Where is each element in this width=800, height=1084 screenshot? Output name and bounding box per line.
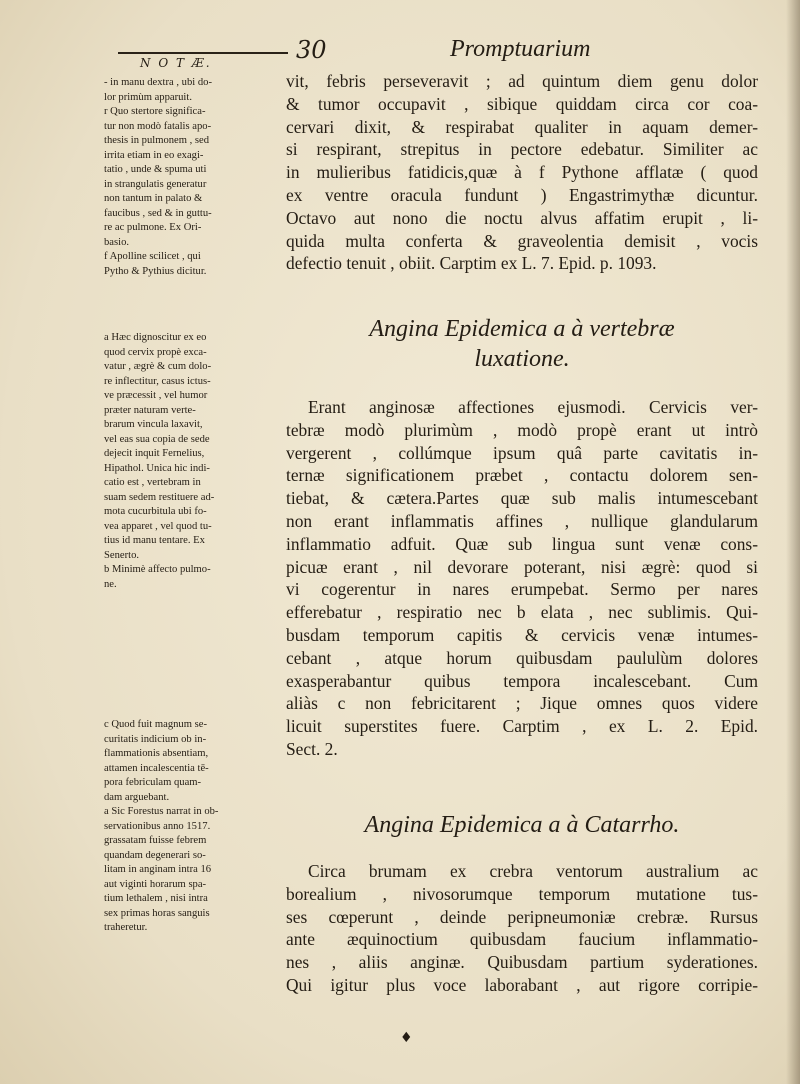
text-line: ante æquinoctium quibusdam faucium inflammatio- [286,929,758,950]
text-line: non erant inflammatis affines , nullique glandularum [286,510,758,531]
text-line: ses cœperunt , deinde peripneumoniæ crebræ. Rursus [286,906,758,927]
text-line: ex ventre oracula fundunt ) Engastrimythæ dicuntur. [286,184,758,205]
text-line: Sect. 2. [286,738,338,759]
text-line: picuæ erant , nil devorare poterant, nisi ægrè: quod si [286,556,758,577]
text-line: inflammatio adfuit. Quæ sub lingua sunt venæ cons- [286,533,758,554]
text-line: cervari dixit, & respirabat qualiter in aquam demer- [286,116,758,137]
text-line: Octavo aut nono die noctu alvus affatim erupit , li- [286,207,758,228]
ornament-icon: ♦ [400,1030,413,1046]
text-line: Circa brumam ex crebra ventorum australium ac [308,861,758,881]
paragraph-continuation [286,70,758,275]
text-line: Qui igitur plus voce laborabant , aut rigore corripie- [286,974,758,995]
text-line: licuit superstites fuere. Carptim , ex L. 2. Epid. [286,716,758,737]
text-line: & tumor occupavit , sibique quiddam circa cor coa- [286,93,758,114]
notes-label: N O T Æ. [140,56,212,70]
text-line: si respirant, strepitus in pectore edebatur. Similiter ac [286,139,758,160]
text-line: efferebatur , respiratio nec b elata , nec sublimis. Qui- [286,602,758,623]
text-line: quida multa conferta & graveolentia demisit , vocis [286,230,758,251]
text-line: borealium , nivosorumque temporum mutatione tus- [286,883,758,904]
text-line: tiebat, & cætera.Partes quæ sub malis intumescebant [286,488,758,509]
paragraph-catarrh [286,860,758,997]
text-line: in mulieribus fatidicis,quæ à f Pythone afflatæ ( quod [286,162,758,183]
text-line: vit, febris perseveravit ; ad quintum diem genu dolor [286,71,758,91]
text-line: vergerent , collúmque ipsum quâ parte cavitatis in- [286,442,758,463]
text-line: busdam temporum capitis & cervicis venæ intumes- [286,624,758,645]
text-line: tebræ modò plurimùm , modò propè erant ut intrò [286,419,758,440]
page-number: 30 [296,36,327,64]
paragraph-vertebrae [286,396,758,761]
text-line: Erant anginosæ affectiones ejusmodi. Cervicis ver- [308,397,758,417]
heading-line: luxatione. [474,346,570,372]
text-line: ternæ significationem præbet , contactu dolorem sen- [286,465,758,486]
section-heading-vertebrae [286,314,758,374]
text-line: exasperabantur quibus tempora incalescebant. Cum [286,670,758,691]
margin-note-c: c Quod fuit magnum se- curitatis indicium ob in- flammationis absentiam, attamen incalescentia tē- pora febriculam quam- dam arguebant. a Sic Forestus narrat in ob- servationibus anno 1517. grassatam fuisse febrem quandam degenerari so- litam in anginam intra 16 aut viginti horarum spa- tium lethalem , nisi intra sex primas horas sanguis traheretur. [104,719,219,933]
heading-line: Angina Epidemica a à vertebræ [369,316,675,342]
page-edge-shadow [786,0,800,1084]
text-line: aliàs c non febricitarent ; Jique omnes quos videre [286,693,758,714]
text-line: cebant , atque horum quibusdam paululùm dolores [286,647,758,668]
margin-note-b: a Hæc dignoscitur ex eo quod cervix propè exca- vatur , ægrè & cum dolo- re inflectitur, casus ictus- ve præcessit , vel humor præter naturam verte- brarum vincula laxavit, vel eas sua copia de sede dejecit inquit Fernelius, Hipathol. Unica hic indi- catio est , vertebram in suam sedem restituere ad- mota cucurbitula ubi fo- vea apparet , vel quod tu- tius id manu tentare. Ex Senerto. b Minimè affecto pulmo- ne. [104,332,215,590]
running-title: Promptuarium [450,36,591,62]
notes-rule [118,52,288,54]
text-line: defectio tenuit , obiit. Carptim ex L. 7. Epid. p. 1093. [286,253,657,274]
margin-note-a: - in manu dextra , ubi do- lor primùm apparuit. r Quo stertore significa- tur non modò fatalis apo- thesis in pulmonem , sed irrita etiam in eo exagi- tatio , unde & spuma uti in strangulatis generatur non tantum in palato & faucibus , sed & in guttu- re ac pulmone. Ex Ori- basio. f Apolline scilicet , qui Pytho & Pythius dicitur. [104,77,212,277]
text-line: nes , aliis anginæ. Quibusdam partium syderationes. [286,952,758,973]
section-heading-catarrh: Angina Epidemica a à Catarrho. [364,812,680,838]
page-header [100,36,760,70]
text-line: vi cogerentur in nares erumpebat. Sermo per nares [286,579,758,600]
